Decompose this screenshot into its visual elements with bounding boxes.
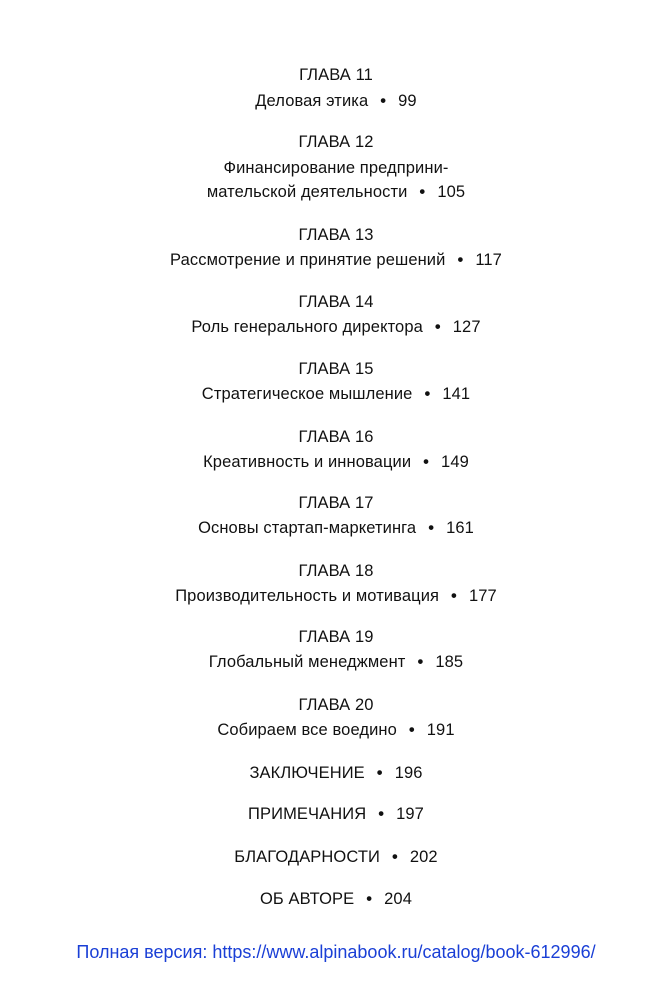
chapter-label: ГЛАВА 15 [298,360,374,378]
chapter-title: Рассмотрение и принятие решений [170,251,446,269]
page-number: 141 [442,385,471,403]
chapter-label: ГЛАВА 16 [298,428,374,446]
full-version-link[interactable]: Полная версия: https://www.alpinabook.ru/catalog/book-612996/ [76,942,596,962]
chapter-label: ГЛАВА 14 [298,293,374,311]
chapter-label: ГЛАВА 19 [298,628,374,646]
separator-dot: • [457,251,464,269]
page-number: 196 [394,764,423,782]
separator-dot: • [428,519,435,537]
separator-dot: • [380,92,387,110]
section-title: ОБ АВТОРЕ [260,890,355,908]
separator-dot: • [408,721,415,739]
separator-dot: • [423,453,430,471]
page-number: 204 [384,890,412,908]
chapter-title-line: Финансирование предприни- [223,159,449,177]
page-number: 99 [398,92,417,110]
toc-entry[interactable] [0,384,672,404]
chapter-title: Деловая этика [255,92,369,110]
page-number: 177 [468,587,497,605]
page-number: 149 [441,453,469,471]
chapter-label: ГЛАВА 18 [298,562,374,580]
chapter-title: Стратегическое мышление [201,385,413,403]
separator-dot: • [419,183,426,201]
separator-dot: • [434,318,441,336]
toc-entry[interactable] [0,182,672,202]
separator-dot: • [451,587,457,605]
page-number: 202 [409,848,438,866]
chapter-label: ГЛАВА 11 [299,66,373,84]
page-number: 105 [437,183,466,201]
separator-dot: • [424,385,431,403]
chapter-title: мательской деятельности [206,183,408,201]
chapter-title: Глобальный менеджмент [208,653,406,671]
chapter-title: Креативность и инновации [203,453,412,471]
chapter-label: ГЛАВА 20 [298,696,374,714]
separator-dot: • [366,890,373,908]
toc-entry-conclusion[interactable] [0,763,672,783]
page-number: 191 [426,721,455,739]
page-number: 197 [396,805,424,823]
section-title: ЗАКЛЮЧЕНИЕ [249,764,365,782]
chapter-title: Производительность и мотивация [175,587,440,605]
separator-dot: • [376,764,383,782]
page-number: 117 [475,251,502,269]
section-title: БЛАГОДАРНОСТИ [234,848,380,866]
page-number: 127 [452,318,481,336]
separator-dot: • [417,653,424,671]
toc-entry[interactable] [0,586,672,606]
chapter-label: ГЛАВА 12 [298,133,374,151]
separator-dot: • [378,805,385,823]
separator-dot: • [391,848,398,866]
chapter-title: Роль генерального директора [191,318,423,336]
chapter-label: ГЛАВА 13 [298,226,374,244]
toc-entry[interactable] [0,317,672,337]
toc-entry[interactable] [0,518,672,538]
toc-entry[interactable] [0,720,672,740]
toc-entry-about-author[interactable] [0,889,672,909]
toc-entry[interactable] [0,91,672,111]
toc-entry-notes[interactable] [0,804,672,824]
chapter-label: ГЛАВА 17 [298,494,374,512]
toc-entry-acknowledgements[interactable] [0,847,672,867]
toc-entry[interactable] [0,250,672,270]
chapter-title: Собираем все воедино [217,721,397,739]
section-title: ПРИМЕЧАНИЯ [248,805,367,823]
toc-entry[interactable] [0,652,672,672]
chapter-title: Основы стартап-маркетинга [198,519,417,537]
page-number: 185 [435,653,464,671]
page-number: 161 [446,519,474,537]
toc-entry[interactable] [0,452,672,472]
